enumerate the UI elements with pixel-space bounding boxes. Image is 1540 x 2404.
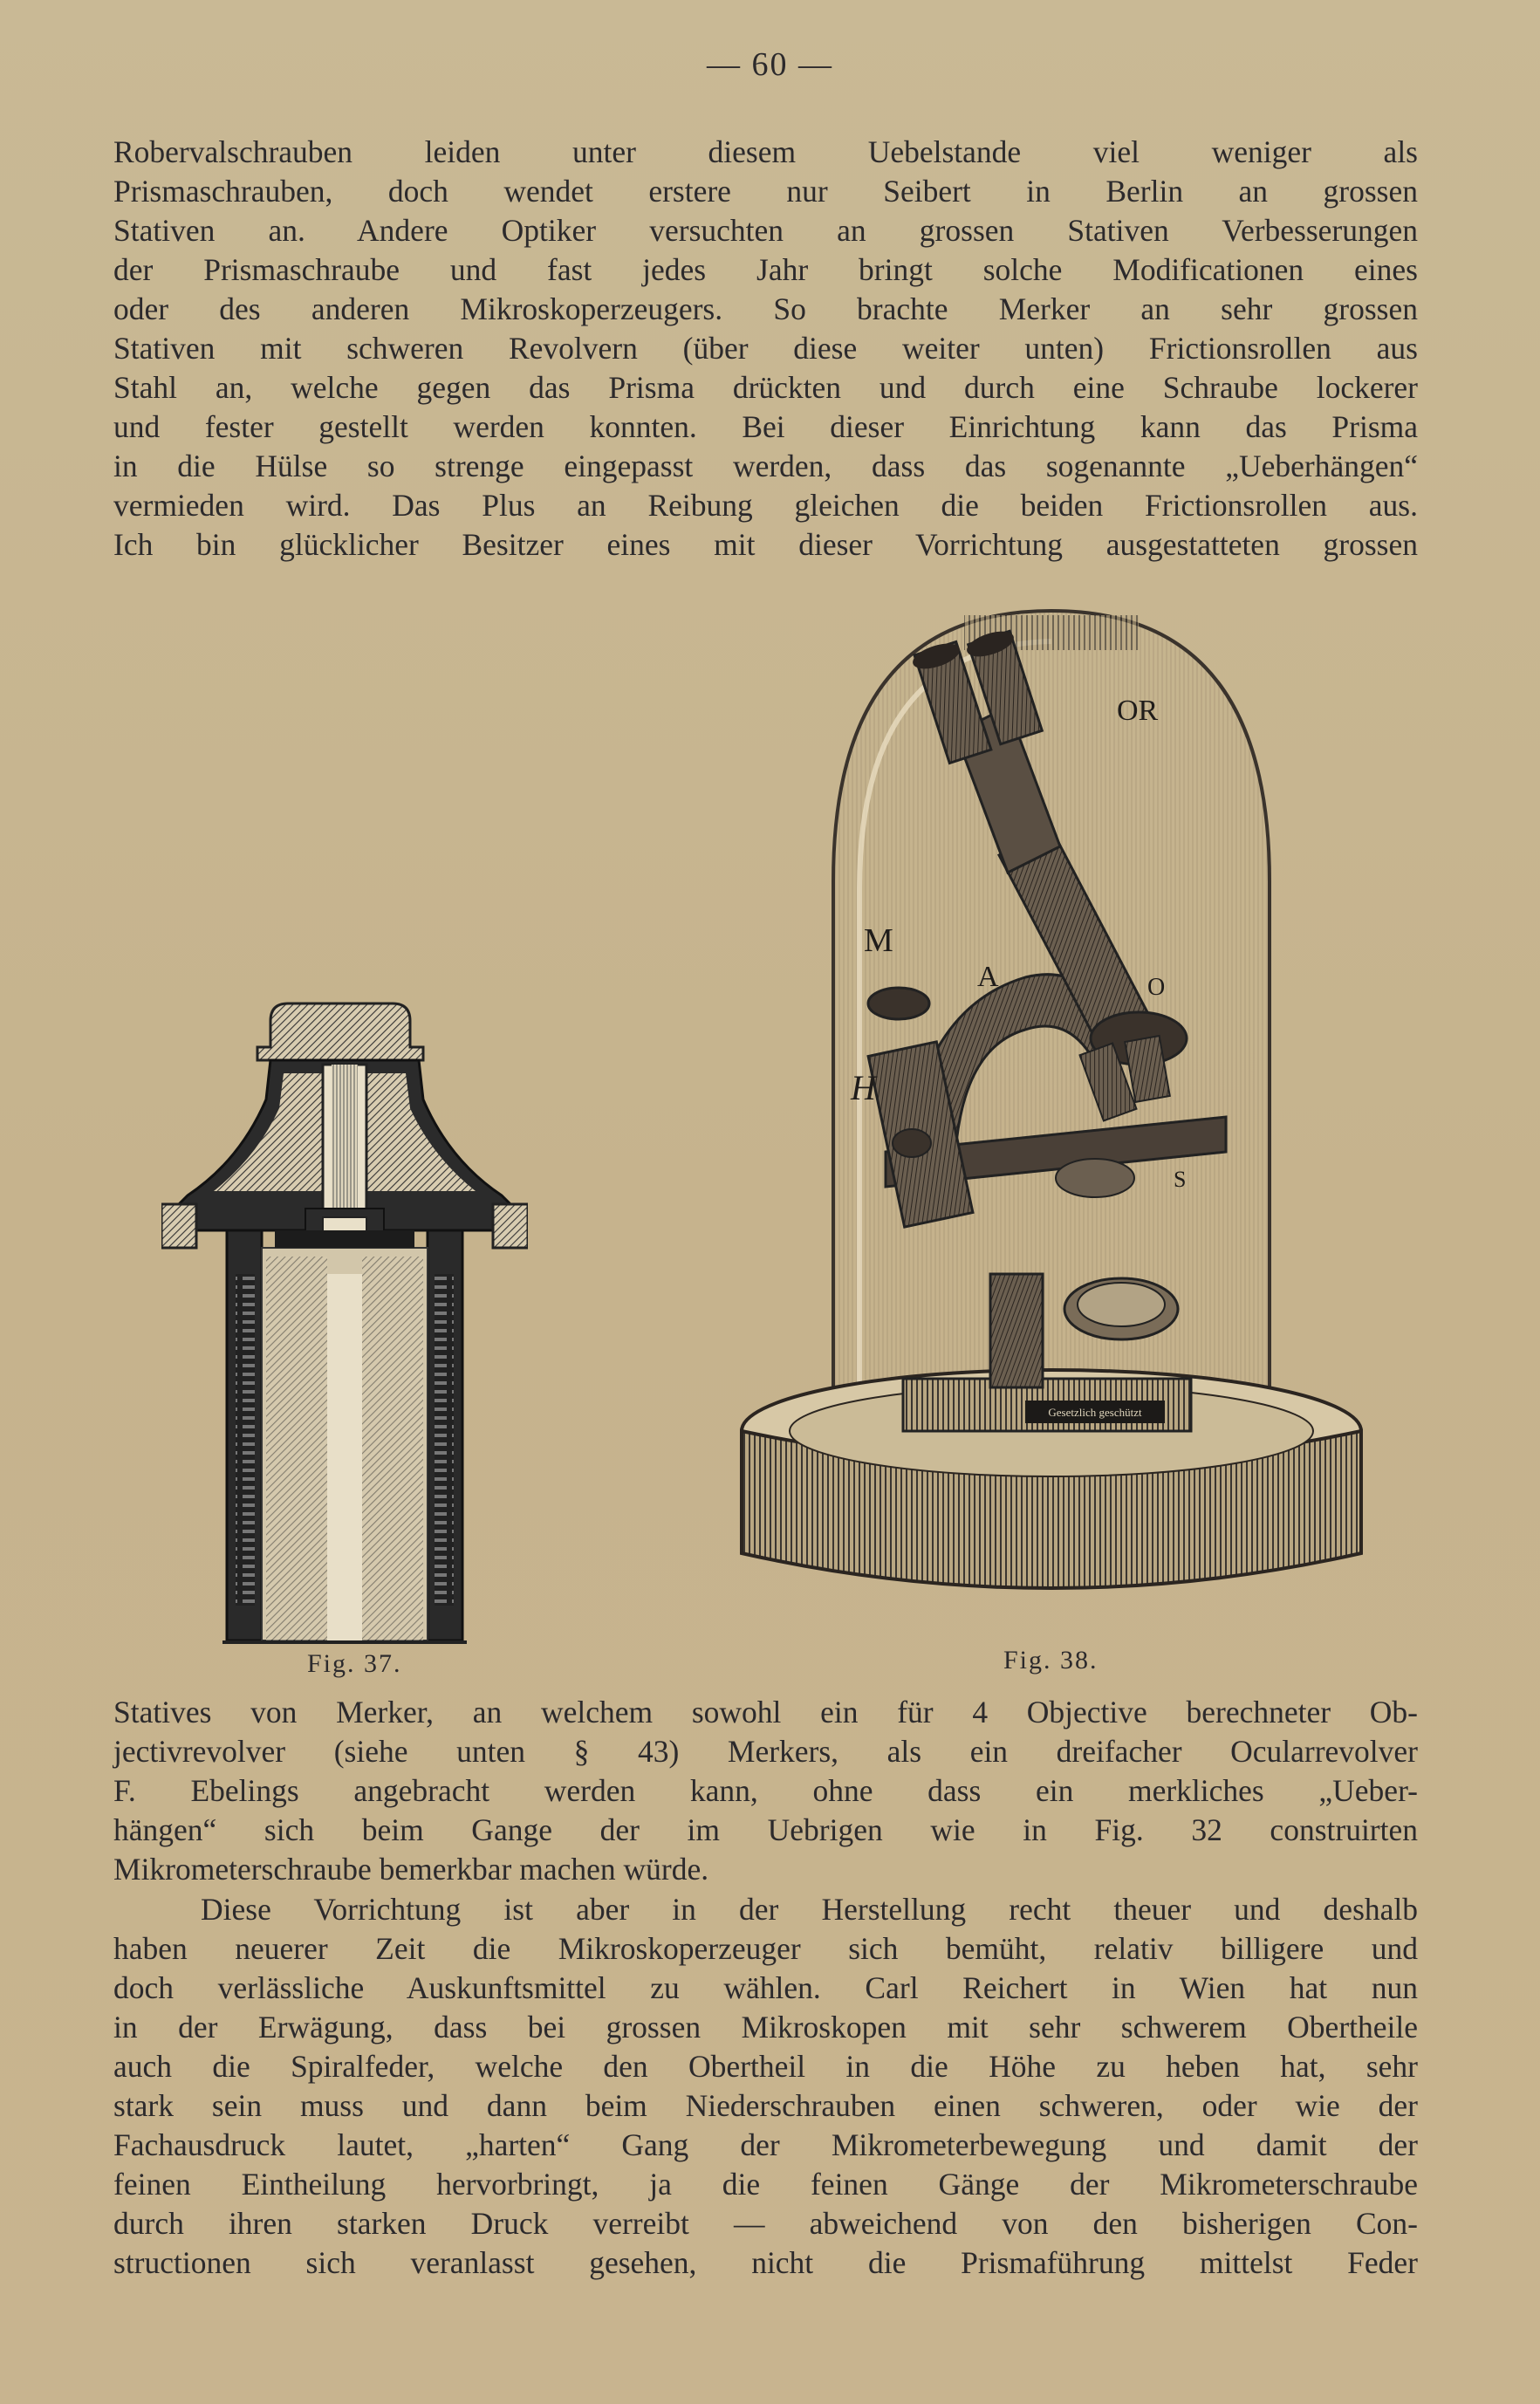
text-line: stark sein muss und dann beim Niederschrauben einen schweren, oder wie der (113, 2088, 1418, 2123)
text-line: Ich bin glücklicher Besitzer eines mit dieser Vorrichtung ausgestatteten grossen (113, 527, 1418, 562)
text-line: Prismaschrauben, doch wendet erstere nur Seibert in Berlin an grossen (113, 174, 1418, 209)
text-line: der Prismaschraube und fast jedes Jahr bringt solche Modificationen eines (113, 252, 1418, 287)
text-line: oder des anderen Mikroskoperzeugers. So brachte Merker an sehr grossen (113, 291, 1418, 326)
text-line: Mikrometerschraube bemerkbar machen würde. (113, 1852, 709, 1887)
figure-38-label-m: M (864, 922, 893, 959)
text-line: Stativen an. Andere Optiker versuchten an grossen Stativen Verbesserungen (113, 213, 1418, 248)
figure-38-label-o: O (1147, 974, 1166, 1001)
figure-38-microscope (737, 593, 1365, 1623)
text-line: vermieden wird. Das Plus an Reibung gleichen die beiden Frictionsrollen aus. (113, 488, 1418, 523)
figure-38-label-h: H (851, 1068, 876, 1107)
text-line: haben neuerer Zeit die Mikroskoperzeuger sich bemüht, relativ billigere und (113, 1931, 1418, 1966)
figure-37-caption: Fig. 37. (307, 1649, 402, 1678)
text-line: F. Ebelings angebracht werden kann, ohne dass ein merkliches „Ueber- (113, 1773, 1418, 1808)
figure-38-label-a: A (977, 961, 999, 993)
figure-38-label-s: S (1174, 1167, 1187, 1192)
page-number: — 60 — (707, 46, 833, 83)
text-line: auch die Spiralfeder, welche den Obertheil in die Höhe zu heben hat, sehr (113, 2049, 1418, 2084)
figure-38-plate-label: Gesetzlich geschützt (1048, 1406, 1142, 1419)
text-line: Stativen mit schweren Revolvern (über diese weiter unten) Frictionsrollen aus (113, 331, 1418, 366)
text-line: structionen sich veranlasst gesehen, nicht die Prismaführung mittelst Feder (113, 2245, 1418, 2280)
text-line: Robervalschrauben leiden unter diesem Uebelstande viel weniger als (113, 134, 1418, 169)
text-line: feinen Eintheilung hervorbringt, ja die feinen Gänge der Mikrometerschraube (113, 2167, 1418, 2202)
text-line: hängen“ sich beim Gange der im Uebrigen wie in Fig. 32 construirten (113, 1812, 1418, 1847)
figure-37-cross-section (161, 995, 528, 1649)
figure-38-label-or: OR (1117, 695, 1159, 727)
paragraph-reichert (113, 1890, 1418, 2283)
text-line: doch verlässliche Auskunftsmittel zu wählen. Carl Reichert in Wien hat nun (113, 1970, 1418, 2005)
paragraph-continued (113, 1693, 1418, 1889)
text-line: Statives von Merker, an welchem sowohl ein für 4 Objective berechneter Ob- (113, 1695, 1418, 1729)
text-line: und fester gestellt werden konnten. Bei dieser Einrichtung kann das Prisma (113, 409, 1418, 444)
text-line: Stahl an, welche gegen das Prisma drückten und durch eine Schraube lockerer (113, 370, 1418, 405)
text-line: Fachausdruck lautet, „harten“ Gang der Mikrometerbewegung und damit der (113, 2127, 1418, 2162)
text-line: in der Erwägung, dass bei grossen Mikroskopen mit sehr schwerem Obertheile (113, 2010, 1418, 2044)
text-line: in die Hülse so strenge eingepasst werden, dass das sogenannte „Ueberhängen“ (113, 449, 1418, 483)
figure-38-caption: Fig. 38. (1003, 1646, 1099, 1675)
text-line: Diese Vorrichtung ist aber in der Herstellung recht theuer und deshalb (201, 1892, 1418, 1927)
text-line: jectivrevolver (siehe unten § 43) Merkers, als ein dreifacher Ocularrevolver (113, 1734, 1418, 1769)
text-line: durch ihren starken Druck verreibt — abweichend von den bisherigen Con- (113, 2206, 1418, 2241)
paragraph-top (113, 133, 1418, 565)
